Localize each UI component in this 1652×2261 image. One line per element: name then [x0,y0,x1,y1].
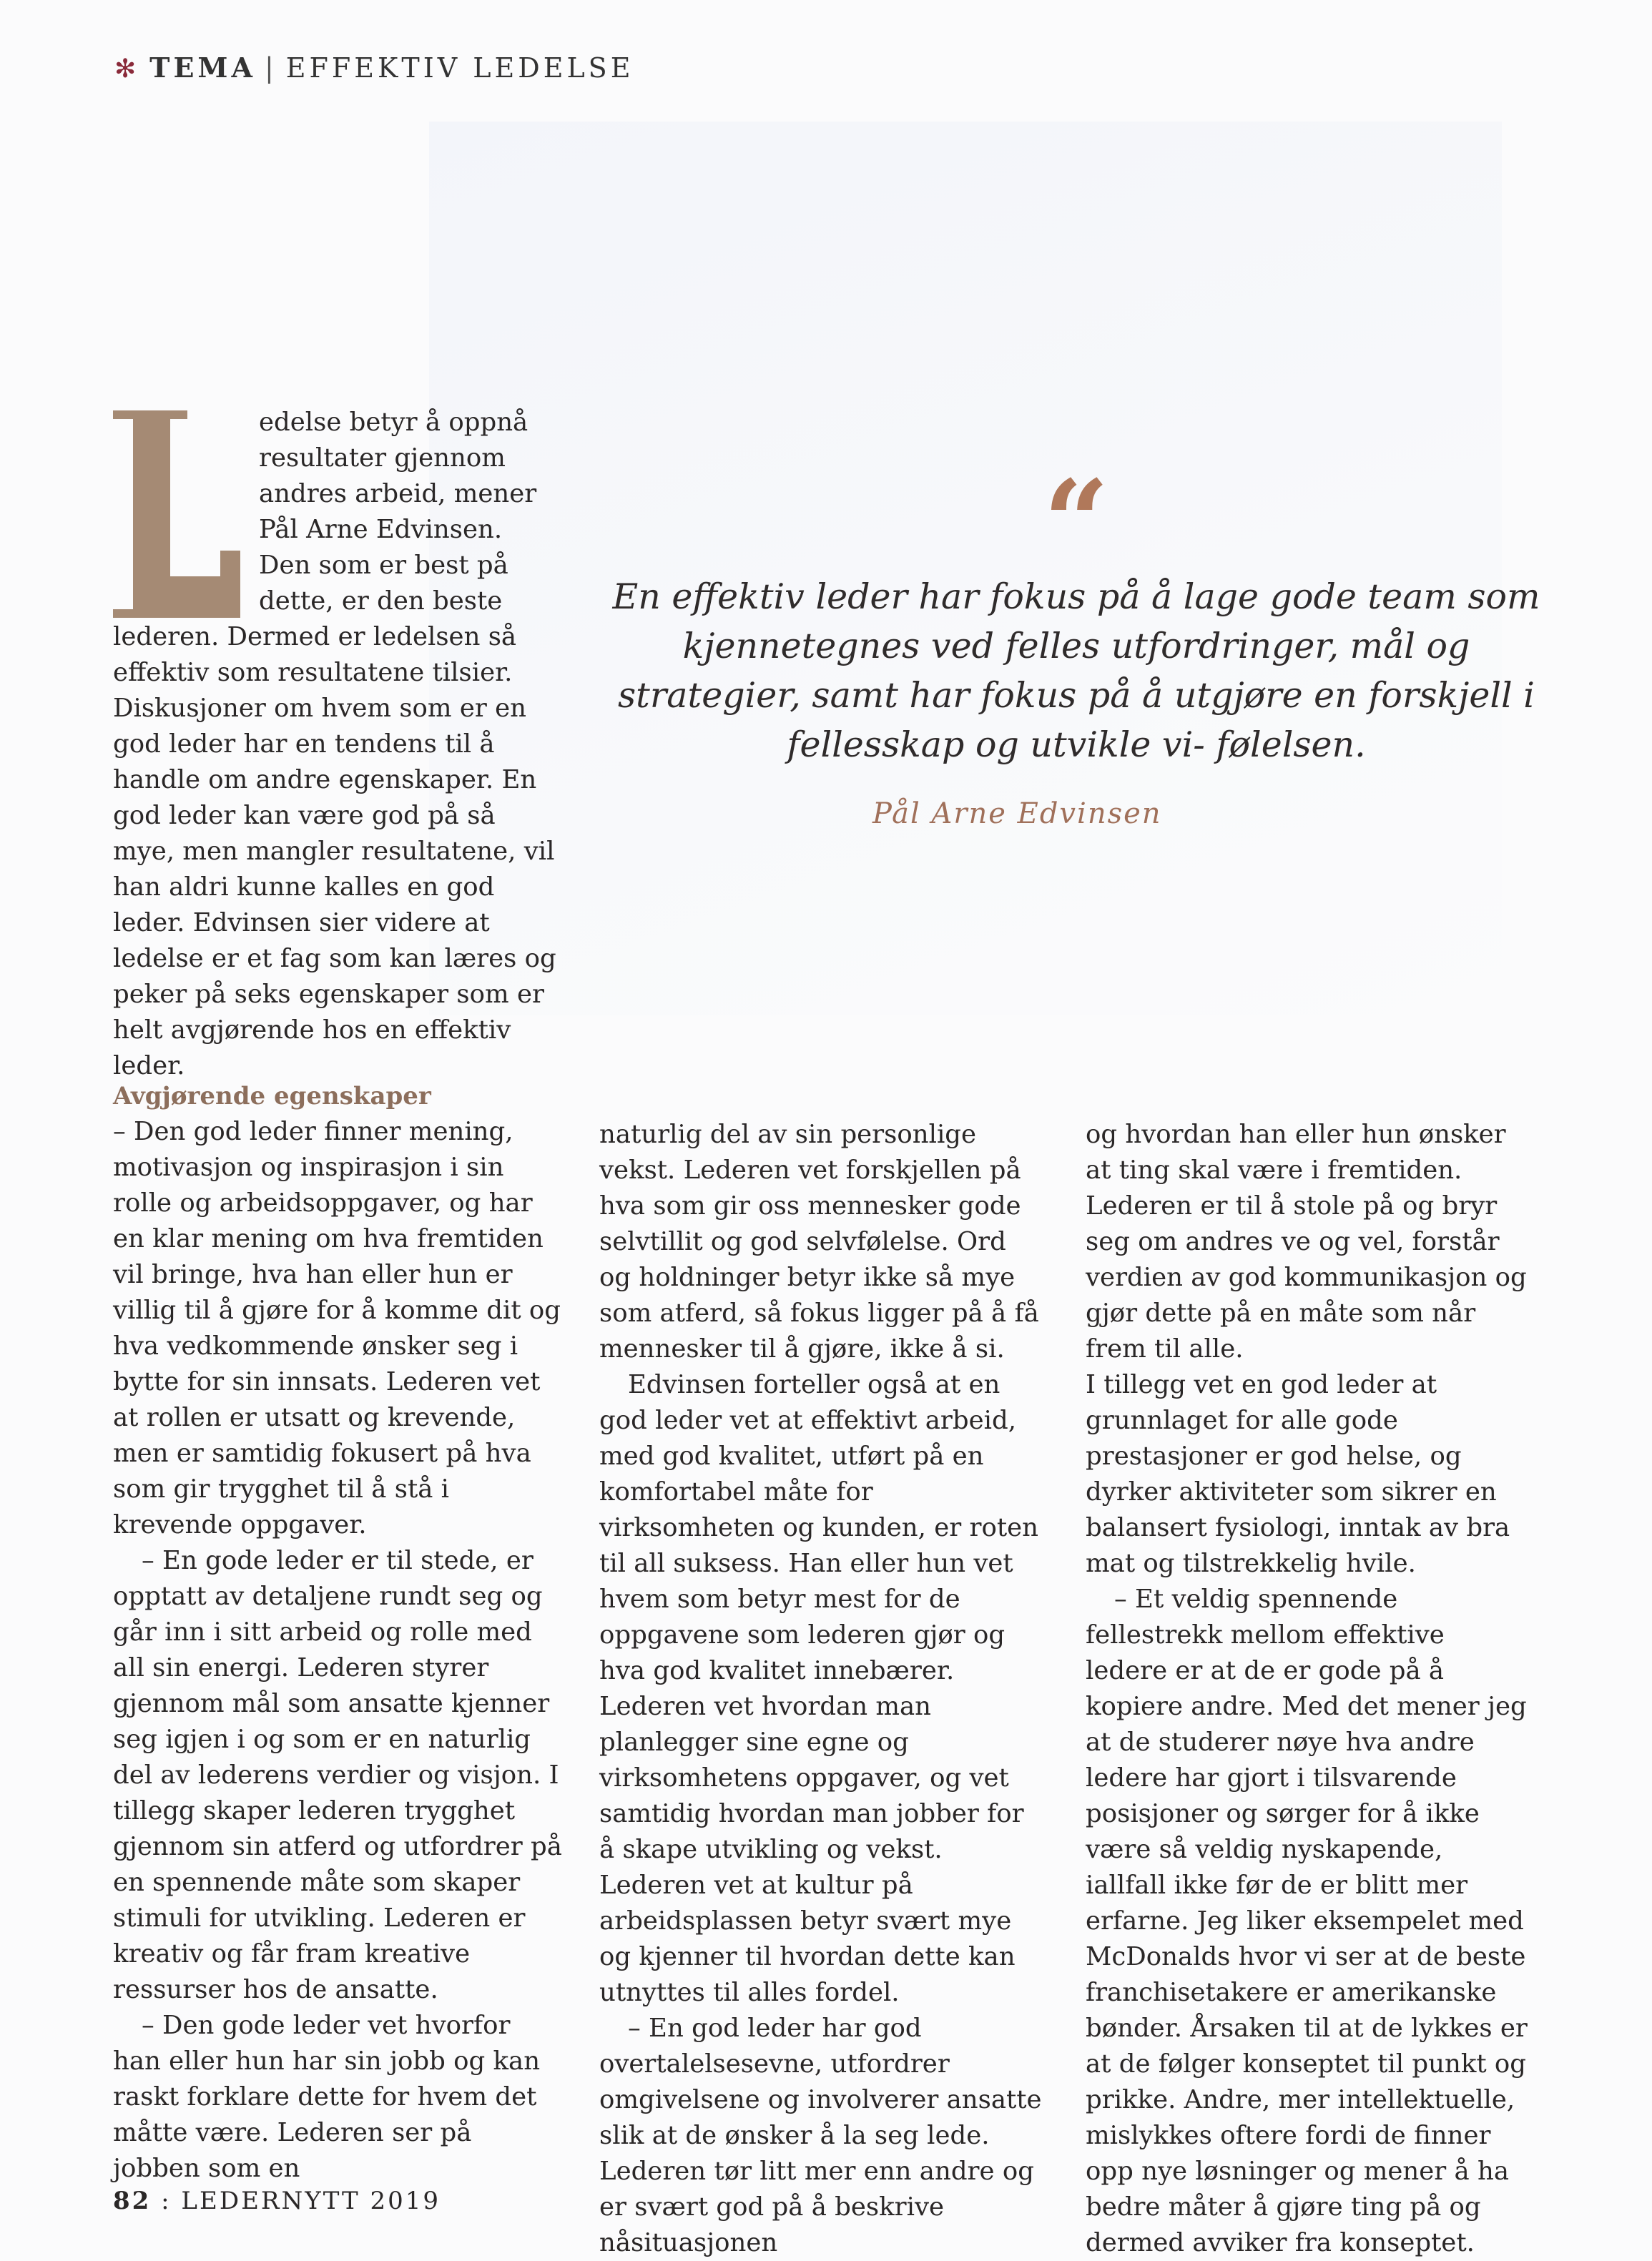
col3-paragraph-3: – Et veldig spennende fellestrekk mellom effektive ledere er at de er gode på å kopiere andre. Med det mener jeg at de studerer nøye hva andre ledere har gjort i tilsvarende posisjoner og sørger for å ikke være så veldig nyskapende, iallfall ikke før de er blitt mer erfarne. Jeg liker eksempelet med McDonalds hvor vi ser at de beste franchisetakere er amerikanske bønder. Årsaken til at de lykkes er at de følger konseptet til punkt og prikke. Andre, mer intellektuelle, mislykkes oftere fordi de finner opp nye løsninger og mener å ha bedre måter å gjøre ting på og dermed avviker fra konseptet. [1086,1585,1528,2257]
background-image-faded [429,122,1502,1015]
footer-separator: : [161,2187,172,2215]
publication-name: LEDERNYTT 2019 [181,2187,441,2215]
section-label: TEMA [149,51,256,84]
intro-text: edelse betyr å oppnå resultater gjennom andres arbeid, mener Pål Arne Edvinsen. Den som er best på dette, er den beste lederen. Dermed er ledelsen så effektiv som resultatene tilsier. Diskusjoner om hvem som er en god leder har en tendens til å handle om andre egenskaper. En god leder kan være god på så mye, men mangler resultatene, vil han aldri kunne kalles en god leder. Edvinsen sier videre at ledelse er et fag som kan læres og peker på seks egenskaper som er helt avgjørende hos en effektiv leder. [113,408,556,1080]
col1-paragraph-1: – Den god leder finner mening, motivasjon og inspirasjon i sin rolle og arbeidsoppgaver, og har en klar mening om hva fremtiden vil bringe, hva han eller hun er villig til å gjøre for å komme dit og hva vedkommende ønsker seg i bytte for sin innsats. Lederen vet at rollen er utsatt og krevende, men er samtidig fokusert på hva som gir trygghet til å stå i krevende oppgaver. [113,1117,561,1540]
quote-mark-icon: “ [1043,455,1110,589]
body-column-1 [113,1078,564,2187]
col3-paragraph-1: og hvordan han eller hun ønsker at ting skal være i fremtiden. Lederen er til å stole på og bryr seg om andres ve og vel, forstår verdien av god kommunikasjon og gjør dette på en måte som når frem til alle. [1086,1120,1527,1364]
asterisk-icon: ✻ [114,54,140,84]
col2-paragraph-3: – En god leder har god overtalelsesevne, utfordrer omgivelsene og involverer ansatte slik at de ønsker å la seg lede. Lederen tør litt mer enn andre og er svært god på å beskrive nåsituasjonen [599,2014,1042,2257]
page-footer [113,2187,441,2215]
pull-quote: En effektiv leder har fokus på å lage gode team som kjennetegnes ved felles utfordringer, mål og strategier, samt har fokus på å utgjøre en forskjell i fellesskap og utvikle vi- følelsen. [612,576,1540,765]
col2-paragraph-2: Edvinsen forteller også at en god leder vet at effektivt arbeid, med god kvalitet, utført på en komfortabel måte for virksomheten og kunden, er roten til all suksess. Han eller hun vet hvem som betyr mest for de oppgavene som lederen gjør og hva god kvalitet innebærer. Lederen vet hvordan man planlegger sine egne og virksomhetens oppgaver, og vet samtidig hvordan man jobber for å skape utvikling og vekst. Lederen vet at kultur på arbeidsplassen betyr svært mye og kjenner til hvordan dette kan utnyttes til alles fordel. [599,1370,1038,2007]
header-separator: | [264,52,277,84]
signature: Pål Arne Edvinsen [872,797,1162,830]
section-topic: EFFEKTIV LEDELSE [285,52,634,84]
page-number: 82 [113,2187,152,2215]
section-header [114,51,634,84]
subhead: Avgjørende egenskaper [113,1082,431,1110]
drop-cap-letter-l-icon [113,410,249,618]
body-column-2 [599,1117,1043,2261]
col3-paragraph-2: I tillegg vet en god leder at grunnlaget for alle gode prestasjoner er god helse, og dyrker aktiviteter som sikrer en balansert fysiologi, inntak av bra mat og tilstrekkelig hvile. [1086,1370,1510,1578]
col1-paragraph-3: – Den gode leder vet hvorfor han eller hun har sin jobb og kan raskt forklare dette for hvem det måtte være. Lederen ser på jobben som en [113,2011,541,2183]
intro-paragraph [113,405,556,1084]
body-column-3 [1086,1117,1529,2261]
col1-paragraph-2: – En gode leder er til stede, er opptatt av detaljene rundt seg og går inn i sitt arbeid og rolle med all sin energi. Lederen styrer gjennom mål som ansatte kjenner seg igjen i og som er en naturlig del av lederens verdier og visjon. I tillegg skaper lederen trygghet gjennom sin atferd og utfordrer på en spennende måte som skaper stimuli for utvikling. Lederen er kreativ og får fram kreative ressurser hos de ansatte. [113,1546,562,2004]
drop-cap [113,410,249,618]
col2-paragraph-1: naturlig del av sin personlige vekst. Lederen vet forskjellen på hva som gir oss mennesker gode selvtillit og god selvfølelse. Ord og holdninger betyr ikke så mye som atferd, så fokus ligger på å få mennesker til å gjøre, ikke å si. [599,1120,1039,1364]
